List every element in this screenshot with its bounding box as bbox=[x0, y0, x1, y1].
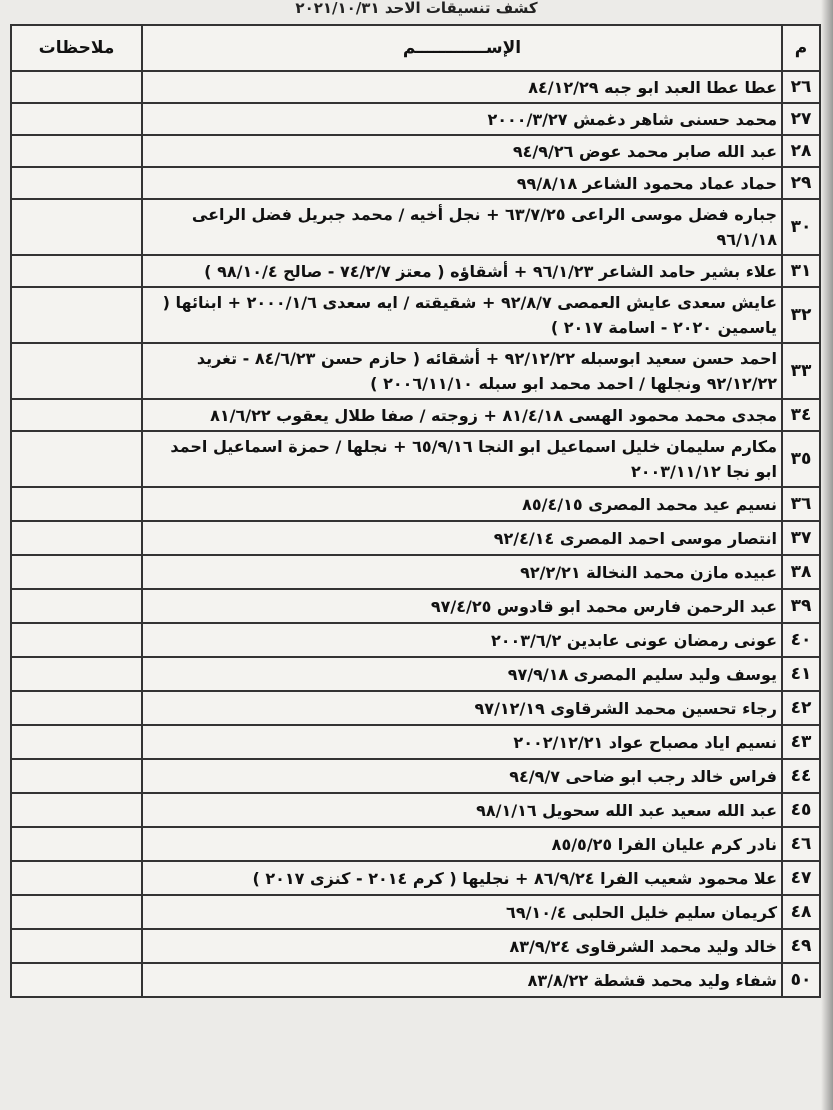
table-row bbox=[11, 929, 820, 963]
row-notes bbox=[11, 487, 142, 521]
row-notes bbox=[11, 71, 142, 103]
row-name: عايش سعدى عايش العمصى ٩٢/٨/٧ + شقيقته / ايه سعدى ٢٠٠٠/١/٦ + ابنائها ( ياسمين ٢٠٢٠ - اسامة ٢٠١٧ ) bbox=[142, 287, 782, 343]
row-name: احمد حسن سعيد ابوسبله ٩٢/١٢/٢٢ + أشقائه ( حازم حسن ٨٤/٦/٢٣ - تغريد ٩٢/١٢/٢٢ ونجلها / احمد محمد ابو سبله ٢٠٠٦/١١/١٠ ) bbox=[142, 343, 782, 399]
row-number: ٤٦ bbox=[782, 827, 820, 861]
row-name: عطا عطا العبد ابو جبه ٨٤/١٢/٢٩ bbox=[142, 71, 782, 103]
row-name: جباره فضل موسى الراعى ٦٣/٧/٢٥ + نجل أخيه / محمد جبريل فضل الراعى ٩٦/١/١٨ bbox=[142, 199, 782, 255]
table-row bbox=[11, 521, 820, 555]
table-row bbox=[11, 963, 820, 997]
row-notes bbox=[11, 793, 142, 827]
table-row bbox=[11, 589, 820, 623]
row-number: ٣٤ bbox=[782, 399, 820, 431]
header-notes: ملاحظات bbox=[11, 25, 142, 71]
header-name: الإســــــــــــم bbox=[142, 25, 782, 71]
page-edge-shadow bbox=[821, 0, 833, 1110]
row-notes bbox=[11, 287, 142, 343]
table-row bbox=[11, 657, 820, 691]
row-name: عبيده مازن محمد النخالة ٩٢/٢/٢١ bbox=[142, 555, 782, 589]
table-row bbox=[11, 759, 820, 793]
row-notes bbox=[11, 827, 142, 861]
table-row bbox=[11, 861, 820, 895]
row-notes bbox=[11, 963, 142, 997]
row-name: شفاء وليد محمد قشطة ٨٣/٨/٢٢ bbox=[142, 963, 782, 997]
table-row bbox=[11, 725, 820, 759]
row-name: فراس خالد رجب ابو ضاحى ٩٤/٩/٧ bbox=[142, 759, 782, 793]
row-number: ٤٧ bbox=[782, 861, 820, 895]
table-row bbox=[11, 827, 820, 861]
row-notes bbox=[11, 623, 142, 657]
row-name: محمد حسنى شاهر دغمش ٢٠٠٠/٣/٢٧ bbox=[142, 103, 782, 135]
row-name: مكارم سليمان خليل اسماعيل ابو النجا ٦٥/٩/١٦ + نجلها / حمزة اسماعيل احمد ابو نجا ٢٠٠٣/١١/١٢ bbox=[142, 431, 782, 487]
row-notes bbox=[11, 167, 142, 199]
row-number: ٤٨ bbox=[782, 895, 820, 929]
table-row bbox=[11, 487, 820, 521]
row-name: كريمان سليم خليل الحلبى ٦٩/١٠/٤ bbox=[142, 895, 782, 929]
row-number: ٢٨ bbox=[782, 135, 820, 167]
row-name: عبد الله سعيد عبد الله سحويل ٩٨/١/١٦ bbox=[142, 793, 782, 827]
row-number: ٣١ bbox=[782, 255, 820, 287]
header-number: م bbox=[782, 25, 820, 71]
row-number: ٤٣ bbox=[782, 725, 820, 759]
row-number: ٣٨ bbox=[782, 555, 820, 589]
row-number: ٣٠ bbox=[782, 199, 820, 255]
table-row bbox=[11, 555, 820, 589]
table-row bbox=[11, 343, 820, 399]
table-row bbox=[11, 431, 820, 487]
document-title: كشف تنسيقات الاحد ٢٠٢١/١٠/٣١ bbox=[295, 0, 538, 17]
row-notes bbox=[11, 399, 142, 431]
row-number: ٤٤ bbox=[782, 759, 820, 793]
row-notes bbox=[11, 135, 142, 167]
table-header-row bbox=[11, 25, 820, 71]
row-notes bbox=[11, 929, 142, 963]
table-row bbox=[11, 895, 820, 929]
row-name: انتصار موسى احمد المصرى ٩٢/٤/١٤ bbox=[142, 521, 782, 555]
table-row bbox=[11, 623, 820, 657]
row-name: نسيم اياد مصباح عواد ٢٠٠٢/١٢/٢١ bbox=[142, 725, 782, 759]
table-row bbox=[11, 255, 820, 287]
row-name: خالد وليد محمد الشرقاوى ٨٣/٩/٢٤ bbox=[142, 929, 782, 963]
row-number: ٣٦ bbox=[782, 487, 820, 521]
row-name: عبد الرحمن فارس محمد ابو قادوس ٩٧/٤/٢٥ bbox=[142, 589, 782, 623]
row-notes bbox=[11, 555, 142, 589]
row-number: ٤٩ bbox=[782, 929, 820, 963]
row-number: ٤٢ bbox=[782, 691, 820, 725]
row-number: ٣٩ bbox=[782, 589, 820, 623]
row-notes bbox=[11, 255, 142, 287]
row-number: ٥٠ bbox=[782, 963, 820, 997]
row-number: ٣٥ bbox=[782, 431, 820, 487]
row-notes bbox=[11, 431, 142, 487]
table-body bbox=[11, 71, 820, 997]
table-row bbox=[11, 199, 820, 255]
row-notes bbox=[11, 521, 142, 555]
row-notes bbox=[11, 895, 142, 929]
row-number: ٤٠ bbox=[782, 623, 820, 657]
table-row bbox=[11, 287, 820, 343]
row-notes bbox=[11, 199, 142, 255]
table-row bbox=[11, 399, 820, 431]
table-row bbox=[11, 167, 820, 199]
row-notes bbox=[11, 691, 142, 725]
row-notes bbox=[11, 343, 142, 399]
row-name: مجدى محمد محمود الهسى ٨١/٤/١٨ + زوجته / صفا طلال يعقوب ٨١/٦/٢٢ bbox=[142, 399, 782, 431]
row-number: ٣٢ bbox=[782, 287, 820, 343]
row-name: عونى رمضان عونى عابدين ٢٠٠٣/٦/٢ bbox=[142, 623, 782, 657]
row-notes bbox=[11, 725, 142, 759]
table-row bbox=[11, 135, 820, 167]
row-number: ٢٦ bbox=[782, 71, 820, 103]
row-notes bbox=[11, 861, 142, 895]
row-name: رجاء تحسين محمد الشرقاوى ٩٧/١٢/١٩ bbox=[142, 691, 782, 725]
table-row bbox=[11, 793, 820, 827]
row-notes bbox=[11, 657, 142, 691]
table-row bbox=[11, 103, 820, 135]
row-name: حماد عماد محمود الشاعر ٩٩/٨/١٨ bbox=[142, 167, 782, 199]
row-name: نسيم عيد محمد المصرى ٨٥/٤/١٥ bbox=[142, 487, 782, 521]
row-notes bbox=[11, 759, 142, 793]
row-name: يوسف وليد سليم المصرى ٩٧/٩/١٨ bbox=[142, 657, 782, 691]
row-number: ٣٧ bbox=[782, 521, 820, 555]
row-number: ٤٥ bbox=[782, 793, 820, 827]
row-notes bbox=[11, 589, 142, 623]
names-table bbox=[10, 24, 821, 998]
row-number: ٤١ bbox=[782, 657, 820, 691]
row-name: علا محمود شعيب الفرا ٨٦/٩/٢٤ + نجليها ( كرم ٢٠١٤ - كنزى ٢٠١٧ ) bbox=[142, 861, 782, 895]
row-notes bbox=[11, 103, 142, 135]
table-row bbox=[11, 691, 820, 725]
row-number: ٢٩ bbox=[782, 167, 820, 199]
row-name: علاء بشير حامد الشاعر ٩٦/١/٢٣ + أشقاؤه ( معتز ٧٤/٢/٧ - صالح ٩٨/١٠/٤ ) bbox=[142, 255, 782, 287]
row-number: ٢٧ bbox=[782, 103, 820, 135]
row-name: عبد الله صابر محمد عوض ٩٤/٩/٢٦ bbox=[142, 135, 782, 167]
row-number: ٣٣ bbox=[782, 343, 820, 399]
row-name: نادر كرم عليان الفرا ٨٥/٥/٢٥ bbox=[142, 827, 782, 861]
table-row bbox=[11, 71, 820, 103]
